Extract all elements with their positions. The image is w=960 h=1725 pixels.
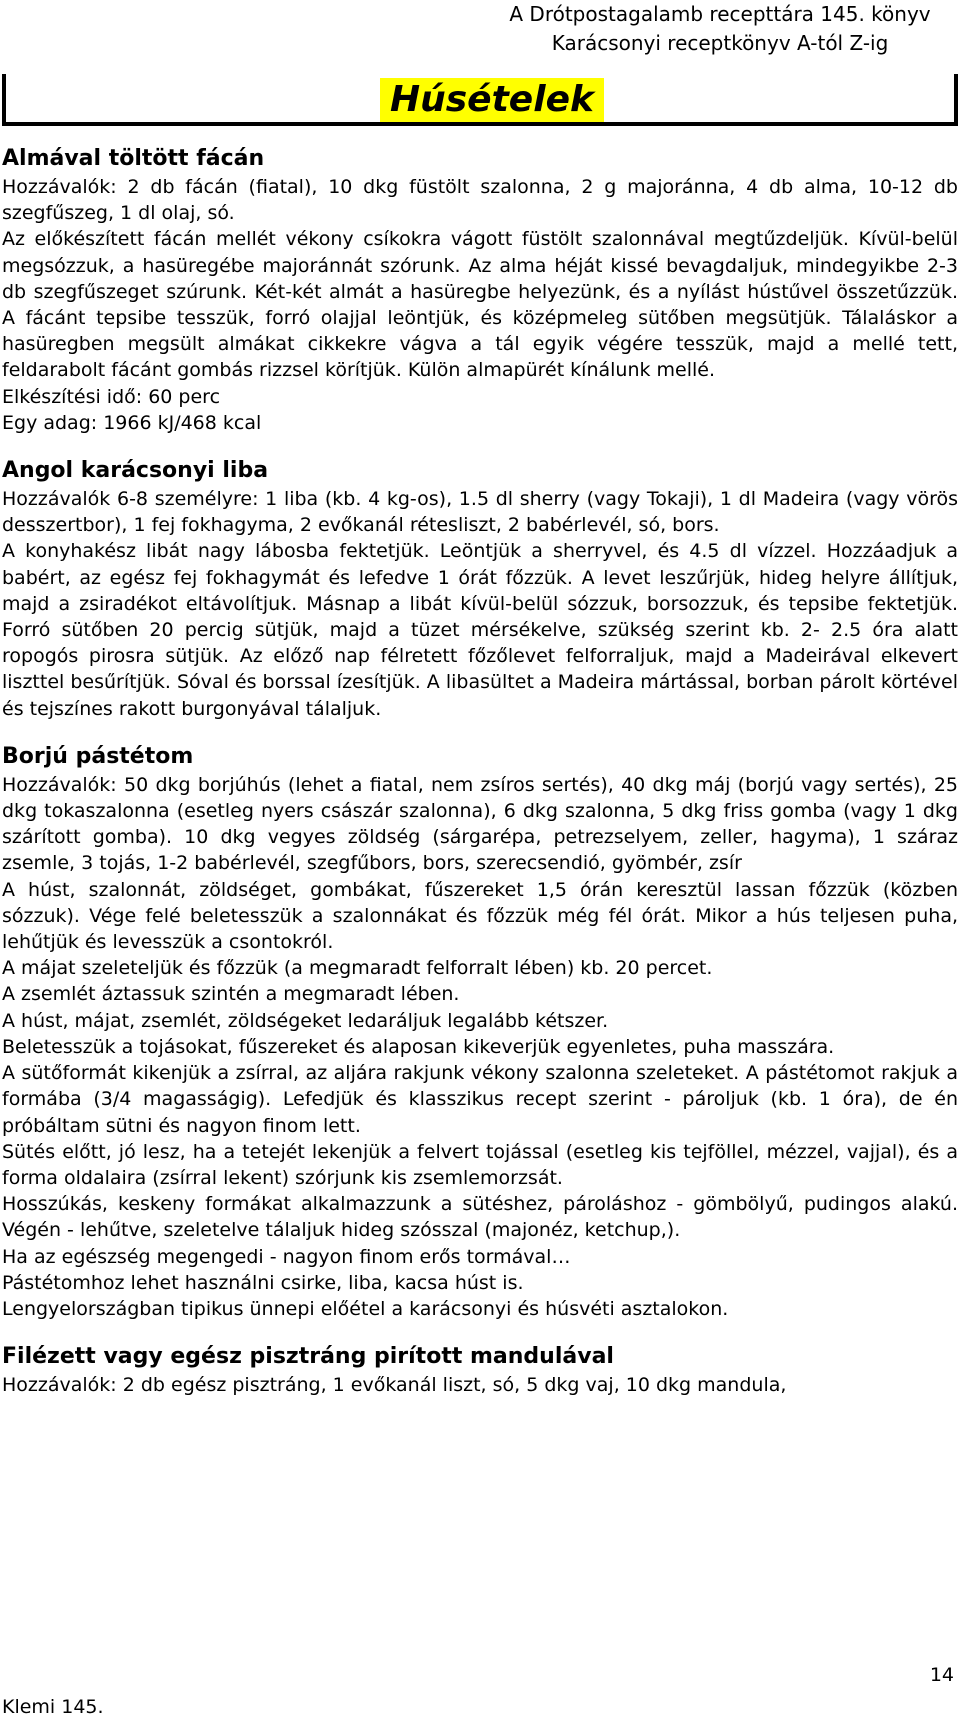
- recipe-content: [2, 144, 958, 1398]
- section-gap: [2, 1322, 958, 1342]
- page-header: [509, 0, 930, 58]
- recipe-step: A húst, májat, zsemlét, zöldségeket ledaráljuk legalább kétszer.: [2, 1009, 609, 1032]
- recipe-step: Pástétomhoz lehet használni csirke, liba, kacsa húst is.: [2, 1271, 524, 1294]
- header-book-subtitle: Karácsonyi receptkönyv A-tól Z-ig: [551, 31, 889, 55]
- recipe-step: A májat szeleteljük és főzzük (a megmaradt felforralt lében) kb. 20 percet.: [2, 957, 713, 980]
- recipe-instructions: Az előkészített fácán mellét vékony csíkokra vágott füstölt szalonnával megtűzdeljük. Kívül-belül megsózzuk, a hasüregébe majoránnát szórunk. Az alma héját kissé bevagdaljuk, mindegyikbe 2-3 db szegfűszeget szúrunk. Két-két almát a hasüregbe helyezünk, és a nyílást hústűvel összetűzzük. A fácánt tepsibe tesszük, forró olajjal leöntjük, és középmeleg sütőben megsütjük. Tálaláskor a hasüregben megsült almákat cikkekre vágva a tál egyik végére tesszük, majd a mellé tett, feldarabolt fácánt gombás rizzsel körítjük. Külön almapürét kínálunk mellé.: [2, 228, 958, 382]
- recipe-title: Filézett vagy egész pisztráng pirított mandulával: [2, 1344, 614, 1370]
- recipe-ingredients: Hozzávalók: 2 db egész pisztráng, 1 evőkanál liszt, só, 5 dkg vaj, 10 dkg mandula,: [2, 1374, 787, 1397]
- recipe-step: Sütés előtt, jó lesz, ha a tetejét lekenjük a felvert tojással (esetleg kis tejföllel, mézzel, vajjal), és a forma oldalaira (zsírral lekent) szórjunk kis zsemlemorzsát.: [2, 1140, 958, 1189]
- recipe-step: Hosszúkás, keskeny formákat alkalmazzunk a sütéshez, pároláshoz - gömbölyű, pudingos alakú. Végén - lehűtve, szeletelve tálaljuk hideg szósszal (majonéz, ketchup,).: [2, 1193, 958, 1242]
- recipe-prep-time: Elkészítési idő: 60 perc: [2, 385, 221, 408]
- recipe-step: A zsemlét áztassuk szintén a megmaradt lében.: [2, 983, 460, 1006]
- recipe-title: Angol karácsonyi liba: [2, 458, 269, 484]
- recipe-step: Ha az egészség megengedi - nagyon finom erős tormával…: [2, 1245, 571, 1268]
- recipe-ingredients: Hozzávalók: 50 dkg borjúhús (lehet a fiatal, nem zsíros sertés), 40 dkg máj (borjú vagy sertés), 25 dkg tokaszalonna (esetleg nyers császár szalonna), 6 dkg szalonna, 5 dkg friss gomba (vagy 1 dkg szárított gomba). 10 dkg vegyes zöldség (sárgarépa, petrezselyem, zeller, hagyma), 1 száraz zsemle, 3 tojás, 1-2 babérlevél, szegfűbors, bors, szerecsendió, gyömbér, zsír: [2, 773, 958, 875]
- footer-text: Klemi 145.: [2, 1696, 104, 1718]
- header-book-title: A Drótpostagalamb recepttára 145. könyv: [509, 2, 931, 26]
- recipe-instructions: A konyhakész libát nagy lábosba fektetjük. Leöntjük a sherryvel, és 4.5 dl vízzel. Hozzáadjuk a babért, az egész fej fokhagymát és lefedve 1 órát főzzük. A levet leszűrjük, hideg helyre állítjuk, majd a zsiradékot eltávolítjuk. Másnap a libát kívül-belül sózzuk, borsozzuk, és tepsibe fektetjük. Forró sütőben 20 percig sütjük, majd a tüzet mérsékelve, szükség szerint kb. 2- 2.5 óra alatt ropogós pirosra sütjük. Az előző nap félretett főzőlevet felforraljuk, majd a Madeirával elkevert liszttel besűrítjük. Sóval és borssal ízesítjük. A libasültet a Madeira mártással, borban párolt körtével és tejszínes rakott burgonyával tálaljuk.: [2, 540, 958, 720]
- recipe-step: A sütőformát kikenjük a zsírral, az aljára rakjunk vékony szalonna szeleteket. A pástétomot rakjuk a formába (3/4 magasságig). Lefedjük és klasszikus recept szerint - pároljuk (kb. 1 óra), de én próbáltam sütni és nagyon finom lett.: [2, 1062, 958, 1137]
- recipe-ingredients: Hozzávalók: 2 db fácán (fiatal), 10 dkg füstölt szalonna, 2 g majoránna, 4 db alma, 10-12 db szegfűszeg, 1 dl olaj, só.: [2, 176, 958, 225]
- section-gap: [2, 436, 958, 456]
- chapter-title: Húsételek: [380, 78, 604, 122]
- recipe-title: Borjú pástétom: [2, 743, 194, 769]
- section-gap: [2, 722, 958, 742]
- chapter-bar: [2, 74, 958, 126]
- page-number: 14: [929, 1664, 954, 1686]
- chapter-bar-rule: [2, 122, 958, 126]
- recipe-step: A húst, szalonnát, zöldséget, gombákat, fűszereket 1,5 órán keresztül lassan főzzük (közben sózzuk). Vége felé beletesszük a szalonnákat és főzzük még fél órát. Mikor a hús teljesen puha, lehűtjük és levesszük a csontokról.: [2, 878, 958, 954]
- recipe-nutrition: Egy adag: 1966 kJ/468 kcal: [2, 411, 262, 434]
- recipe-step: Lengyelországban tipikus ünnepi előétel a karácsonyi és húsvéti asztalokon.: [2, 1297, 729, 1320]
- recipe: [2, 144, 958, 436]
- recipe: [2, 742, 958, 1322]
- recipe-step: Beletesszük a tojásokat, fűszereket és alaposan kikeverjük egyenletes, puha masszára.: [2, 1035, 835, 1058]
- recipe: [2, 456, 958, 722]
- recipe-title: Almával töltött fácán: [2, 146, 265, 171]
- chapter-bar-left-tick: [2, 74, 6, 126]
- recipe: [2, 1342, 958, 1398]
- chapter-bar-right-tick: [954, 74, 958, 126]
- recipe-ingredients: Hozzávalók 6-8 személyre: 1 liba (kb. 4 kg-os), 1.5 dl sherry (vagy Tokaji), 1 dl Madeira (vagy vörös desszertbor), 1 fej fokhagyma, 2 evőkanál rétesliszt, 2 babérlevél, só, bors.: [2, 488, 958, 537]
